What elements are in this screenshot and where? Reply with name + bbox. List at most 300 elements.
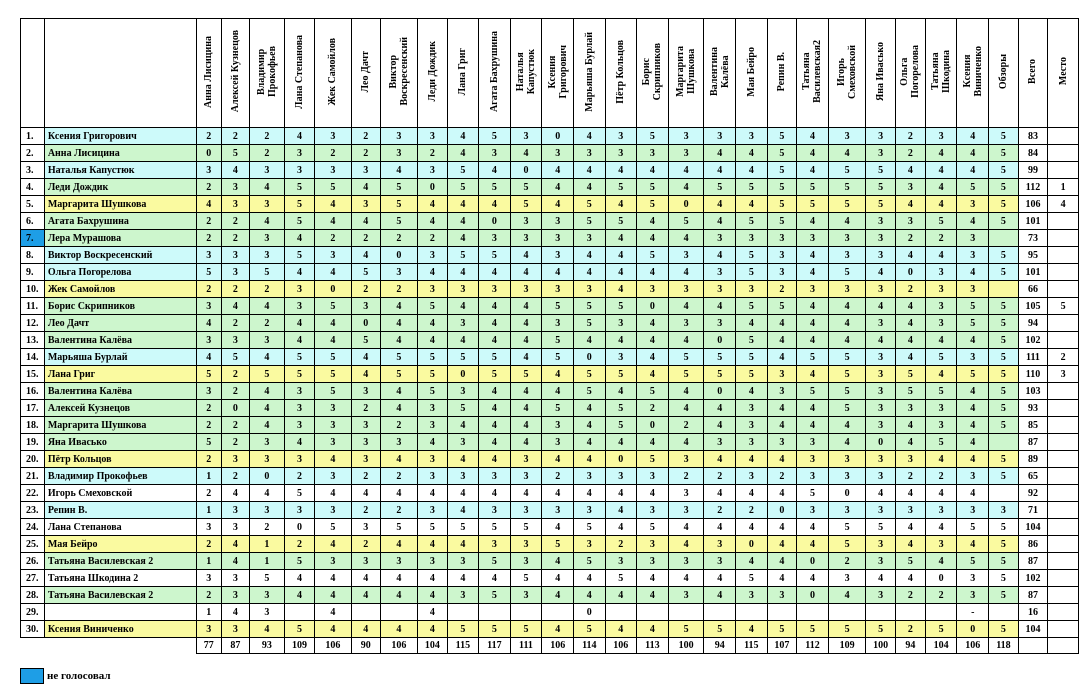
row-number: 26. <box>21 553 45 570</box>
score-cell: 4 <box>542 519 574 536</box>
score-cell: 3 <box>797 434 829 451</box>
score-cell: 5 <box>605 366 637 383</box>
score-cell: 3 <box>196 247 222 264</box>
score-cell: 0 <box>637 417 669 434</box>
table-row <box>21 553 1079 570</box>
place-cell <box>1048 451 1079 468</box>
score-cell: 5 <box>989 621 1019 638</box>
score-cell: 4 <box>895 196 925 213</box>
score-cell: 5 <box>828 519 866 536</box>
score-cell: 4 <box>828 213 866 230</box>
score-cell: 3 <box>866 230 896 247</box>
score-cell: 4 <box>866 264 896 281</box>
score-cell: 4 <box>925 332 957 349</box>
score-cell: 3 <box>668 128 704 145</box>
column-total: 106 <box>605 638 637 654</box>
score-cell: 4 <box>637 315 669 332</box>
total-cell: 86 <box>1018 536 1048 553</box>
score-cell: 3 <box>866 400 896 417</box>
score-cell: 3 <box>418 281 448 298</box>
score-cell: 5 <box>285 213 315 230</box>
column-total: 93 <box>249 638 285 654</box>
table-row <box>21 332 1079 349</box>
score-cell: 5 <box>989 332 1019 349</box>
score-cell: 5 <box>314 349 351 366</box>
score-cell: 5 <box>989 417 1019 434</box>
score-cell: 3 <box>222 502 250 519</box>
score-cell: 3 <box>285 162 315 179</box>
table-row <box>21 366 1079 383</box>
score-cell: 4 <box>668 179 704 196</box>
column-header-label: Татьяна Шкодина <box>930 50 953 93</box>
column-header-label: Алексей Кузнецов <box>229 30 241 113</box>
score-cell: 4 <box>605 281 637 298</box>
score-cell: 3 <box>866 451 896 468</box>
score-cell: 4 <box>736 162 767 179</box>
score-cell: 2 <box>249 519 285 536</box>
score-cell: 2 <box>895 230 925 247</box>
column-header-label: Лана Степанова <box>293 34 305 109</box>
column-header-label: Борис Скрипников <box>641 42 664 101</box>
score-cell: 2 <box>222 281 250 298</box>
column-total: 94 <box>704 638 736 654</box>
score-cell: 4 <box>510 145 542 162</box>
score-cell: 3 <box>925 400 957 417</box>
score-cell: 4 <box>380 383 418 400</box>
score-cell: 3 <box>828 468 866 485</box>
score-cell: 3 <box>895 400 925 417</box>
score-cell: 4 <box>380 298 418 315</box>
score-cell: 3 <box>866 553 896 570</box>
total-cell: 84 <box>1018 145 1048 162</box>
score-cell: 4 <box>380 400 418 417</box>
score-cell: 3 <box>314 434 351 451</box>
score-cell: 3 <box>447 315 478 332</box>
score-cell: 3 <box>736 587 767 604</box>
total-cell: 87 <box>1018 587 1048 604</box>
score-cell: 4 <box>704 196 736 213</box>
totals-blank <box>21 638 45 654</box>
score-cell: 4 <box>510 485 542 502</box>
score-cell: 4 <box>637 349 669 366</box>
row-number: 25. <box>21 536 45 553</box>
score-cell: 4 <box>767 400 797 417</box>
score-cell: 5 <box>989 128 1019 145</box>
score-cell: 4 <box>196 196 222 213</box>
row-number: 14. <box>21 349 45 366</box>
score-cell: 5 <box>704 349 736 366</box>
column-total: 106 <box>314 638 351 654</box>
score-cell <box>989 604 1019 621</box>
place-cell <box>1048 247 1079 264</box>
score-cell: 4 <box>637 264 669 281</box>
score-cell: 5 <box>637 196 669 213</box>
score-cell: 5 <box>380 349 418 366</box>
place-cell: 4 <box>1048 196 1079 213</box>
score-cell: 3 <box>704 553 736 570</box>
score-cell: 4 <box>797 247 829 264</box>
score-cell: 4 <box>380 485 418 502</box>
score-cell: 4 <box>285 332 315 349</box>
score-cell: 4 <box>668 434 704 451</box>
score-cell: 3 <box>196 298 222 315</box>
score-cell: 4 <box>447 298 478 315</box>
column-header-label: Наталья Капустюк <box>514 48 537 95</box>
score-cell <box>989 230 1019 247</box>
score-cell: 0 <box>797 553 829 570</box>
score-cell: 4 <box>668 264 704 281</box>
score-cell: 4 <box>574 570 605 587</box>
score-cell: 5 <box>736 332 767 349</box>
score-cell <box>637 604 669 621</box>
participant-name: Маргарита Шушкова <box>44 196 196 213</box>
score-cell: 4 <box>352 349 380 366</box>
score-cell: 3 <box>704 230 736 247</box>
row-number: 15. <box>21 366 45 383</box>
score-cell: 3 <box>668 553 704 570</box>
score-cell: 3 <box>797 230 829 247</box>
score-cell: 3 <box>668 485 704 502</box>
score-cell: 4 <box>668 400 704 417</box>
score-cell: 3 <box>866 587 896 604</box>
table-row <box>21 570 1079 587</box>
score-cell: 4 <box>637 434 669 451</box>
score-cell: 4 <box>542 587 574 604</box>
score-cell: 5 <box>605 570 637 587</box>
score-cell: 4 <box>736 451 767 468</box>
score-cell: 5 <box>736 570 767 587</box>
score-cell: 4 <box>380 570 418 587</box>
score-cell <box>736 604 767 621</box>
score-cell: 5 <box>249 570 285 587</box>
score-cell: 5 <box>925 213 957 230</box>
row-number: 24. <box>21 519 45 536</box>
score-cell: 4 <box>925 366 957 383</box>
score-cell: 4 <box>605 587 637 604</box>
score-cell: 4 <box>767 349 797 366</box>
score-cell: 4 <box>542 570 574 587</box>
score-cell: 4 <box>736 519 767 536</box>
score-cell: 4 <box>510 400 542 417</box>
column-header-label: Жек Самойлов <box>327 37 339 106</box>
score-cell: 5 <box>736 213 767 230</box>
score-cell: 3 <box>352 553 380 570</box>
row-number: 19. <box>21 434 45 451</box>
score-cell: 3 <box>637 536 669 553</box>
score-cell: 3 <box>314 128 351 145</box>
score-cell: 5 <box>989 383 1019 400</box>
participant-name: Жек Самойлов <box>44 281 196 298</box>
score-cell: 4 <box>605 230 637 247</box>
score-cell: 3 <box>285 417 315 434</box>
totals-empty <box>1018 638 1048 654</box>
score-cell: 5 <box>668 349 704 366</box>
score-cell: 5 <box>637 451 669 468</box>
score-cell: 5 <box>574 315 605 332</box>
score-cell: 3 <box>314 400 351 417</box>
score-cell: 0 <box>249 468 285 485</box>
column-total: 114 <box>574 638 605 654</box>
place-cell <box>1048 536 1079 553</box>
score-cell: 4 <box>668 519 704 536</box>
score-cell: 3 <box>314 553 351 570</box>
place-cell <box>1048 604 1079 621</box>
score-cell: 4 <box>704 570 736 587</box>
score-cell: 4 <box>574 417 605 434</box>
score-cell: 5 <box>574 196 605 213</box>
score-cell: 5 <box>989 553 1019 570</box>
score-cell: 3 <box>957 196 989 213</box>
score-cell: 5 <box>479 519 510 536</box>
score-cell: 4 <box>285 570 315 587</box>
row-number: 12. <box>21 315 45 332</box>
participant-name: Яна Ивасько <box>44 434 196 451</box>
score-cell: 4 <box>542 366 574 383</box>
score-cell: 0 <box>574 604 605 621</box>
score-cell: 5 <box>196 366 222 383</box>
total-cell: 71 <box>1018 502 1048 519</box>
score-cell: 5 <box>222 145 250 162</box>
column-header-label: Обзоры <box>997 53 1009 90</box>
score-cell: 5 <box>479 553 510 570</box>
score-cell: 5 <box>989 196 1019 213</box>
score-cell: 0 <box>447 366 478 383</box>
score-cell: 4 <box>704 298 736 315</box>
score-cell: 1 <box>249 553 285 570</box>
score-cell: 4 <box>479 162 510 179</box>
score-cell: 4 <box>704 451 736 468</box>
score-cell: 5 <box>637 247 669 264</box>
score-cell: 3 <box>249 587 285 604</box>
column-total: 118 <box>989 638 1019 654</box>
score-cell: 4 <box>479 400 510 417</box>
row-number: 9. <box>21 264 45 281</box>
score-cell: 0 <box>352 315 380 332</box>
score-cell: 4 <box>704 145 736 162</box>
score-cell: 4 <box>314 315 351 332</box>
score-cell: 2 <box>352 281 380 298</box>
score-cell: 4 <box>418 213 448 230</box>
score-cell: 3 <box>605 128 637 145</box>
column-header <box>866 19 896 128</box>
score-cell: 4 <box>637 366 669 383</box>
score-cell: 4 <box>957 451 989 468</box>
score-cell: 0 <box>925 570 957 587</box>
score-cell: 3 <box>605 315 637 332</box>
score-cell: 4 <box>895 349 925 366</box>
score-cell: 5 <box>637 128 669 145</box>
score-cell: 2 <box>895 468 925 485</box>
score-cell: 3 <box>542 502 574 519</box>
score-cell: 4 <box>957 264 989 281</box>
score-cell: 3 <box>574 230 605 247</box>
score-cell: 4 <box>925 247 957 264</box>
score-cell: 0 <box>957 621 989 638</box>
totals-empty <box>1048 638 1079 654</box>
score-cell: 4 <box>668 383 704 400</box>
column-header <box>542 19 574 128</box>
score-cell: 4 <box>352 366 380 383</box>
score-cell: 4 <box>447 264 478 281</box>
score-cell: 4 <box>510 332 542 349</box>
score-cell: 4 <box>767 332 797 349</box>
total-cell: 83 <box>1018 128 1048 145</box>
score-cell: 0 <box>479 213 510 230</box>
score-cell: 4 <box>447 570 478 587</box>
score-cell <box>479 604 510 621</box>
score-cell: 0 <box>222 400 250 417</box>
column-header <box>479 19 510 128</box>
score-cell: 3 <box>196 383 222 400</box>
column-total: 100 <box>668 638 704 654</box>
score-cell: 3 <box>314 468 351 485</box>
score-cell: 3 <box>380 128 418 145</box>
place-cell <box>1048 502 1079 519</box>
score-cell: 3 <box>479 536 510 553</box>
score-cell: 4 <box>797 366 829 383</box>
score-cell: 4 <box>314 604 351 621</box>
total-cell: 16 <box>1018 604 1048 621</box>
score-cell: 4 <box>510 315 542 332</box>
score-cell: 4 <box>797 315 829 332</box>
participant-name: Мая Бейро <box>44 536 196 553</box>
score-cell: 5 <box>668 213 704 230</box>
score-cell: 3 <box>542 145 574 162</box>
score-cell: 5 <box>285 247 315 264</box>
score-cell: 4 <box>447 502 478 519</box>
place-cell: 1 <box>1048 179 1079 196</box>
table-row <box>21 281 1079 298</box>
score-cell: 5 <box>479 621 510 638</box>
participant-name: Маргарита Шушкова <box>44 417 196 434</box>
score-cell: 3 <box>352 519 380 536</box>
score-cell: 4 <box>479 196 510 213</box>
column-header-label: Ксения Григорович <box>546 44 569 99</box>
score-cell: 3 <box>222 247 250 264</box>
score-cell: 2 <box>196 485 222 502</box>
score-cell: 2 <box>222 315 250 332</box>
row-number: 17. <box>21 400 45 417</box>
score-cell: 3 <box>285 281 315 298</box>
score-cell: 4 <box>447 332 478 349</box>
score-cell: 3 <box>637 468 669 485</box>
score-cell: 4 <box>418 264 448 281</box>
score-cell: 3 <box>479 145 510 162</box>
score-cell: 2 <box>895 587 925 604</box>
score-cell: 3 <box>668 145 704 162</box>
score-cell: 3 <box>542 281 574 298</box>
score-cell: 4 <box>314 536 351 553</box>
score-cell: 2 <box>704 502 736 519</box>
score-cell: 3 <box>925 502 957 519</box>
score-cell: 3 <box>418 400 448 417</box>
column-header-label: Татьяна Василевская2 <box>801 40 824 103</box>
score-cell: 4 <box>828 315 866 332</box>
score-cell: 4 <box>285 230 315 247</box>
score-cell: 5 <box>957 298 989 315</box>
place-cell <box>1048 587 1079 604</box>
score-cell: 4 <box>352 247 380 264</box>
score-cell: 2 <box>668 468 704 485</box>
score-cell: 3 <box>957 502 989 519</box>
row-number: 28. <box>21 587 45 604</box>
score-cell: 5 <box>249 264 285 281</box>
legend-label: не голосовал <box>47 670 111 682</box>
column-header <box>605 19 637 128</box>
score-cell: 1 <box>196 553 222 570</box>
score-cell: 5 <box>380 213 418 230</box>
score-cell: 4 <box>352 179 380 196</box>
score-cell: 5 <box>249 366 285 383</box>
column-header <box>736 19 767 128</box>
score-cell: 4 <box>895 247 925 264</box>
score-cell: 5 <box>957 179 989 196</box>
score-cell: 4 <box>380 162 418 179</box>
score-cell: 4 <box>285 128 315 145</box>
score-cell: 3 <box>510 213 542 230</box>
score-cell: 4 <box>314 332 351 349</box>
score-cell: 5 <box>895 383 925 400</box>
score-cell: 3 <box>418 451 448 468</box>
score-cell: 5 <box>828 162 866 179</box>
score-cell: 2 <box>380 468 418 485</box>
score-cell <box>925 604 957 621</box>
score-cell: 5 <box>479 179 510 196</box>
score-cell: 4 <box>736 315 767 332</box>
score-cell: 5 <box>704 179 736 196</box>
score-cell: 4 <box>797 298 829 315</box>
score-cell: 3 <box>668 587 704 604</box>
score-cell: 5 <box>767 128 797 145</box>
column-total: 109 <box>828 638 866 654</box>
score-cell: 5 <box>989 519 1019 536</box>
score-cell: 4 <box>797 417 829 434</box>
score-cell: 5 <box>989 179 1019 196</box>
score-cell: 4 <box>574 400 605 417</box>
score-cell: 3 <box>866 383 896 400</box>
score-cell: 2 <box>895 145 925 162</box>
column-header-label: Яна Ивасько <box>875 41 887 102</box>
score-cell: 3 <box>380 553 418 570</box>
score-cell: 5 <box>479 587 510 604</box>
score-cell: 3 <box>249 502 285 519</box>
place-cell <box>1048 281 1079 298</box>
score-cell: 3 <box>668 247 704 264</box>
score-cell: 3 <box>866 145 896 162</box>
score-cell <box>285 604 315 621</box>
score-cell: 3 <box>418 417 448 434</box>
score-cell: 4 <box>957 145 989 162</box>
score-cell: 3 <box>767 230 797 247</box>
score-cell: 4 <box>479 570 510 587</box>
score-cell: 3 <box>542 315 574 332</box>
score-cell: 2 <box>314 145 351 162</box>
score-cell: 3 <box>797 281 829 298</box>
column-header <box>352 19 380 128</box>
score-cell <box>828 604 866 621</box>
total-cell: 66 <box>1018 281 1048 298</box>
score-cell: 3 <box>895 213 925 230</box>
score-cell: 5 <box>510 196 542 213</box>
participant-name: Ксения Виниченко <box>44 621 196 638</box>
participant-name <box>44 604 196 621</box>
score-cell: 4 <box>447 128 478 145</box>
score-cell: 4 <box>797 213 829 230</box>
column-header <box>418 19 448 128</box>
score-cell: 4 <box>736 553 767 570</box>
score-cell: 4 <box>222 553 250 570</box>
score-cell: 4 <box>542 162 574 179</box>
